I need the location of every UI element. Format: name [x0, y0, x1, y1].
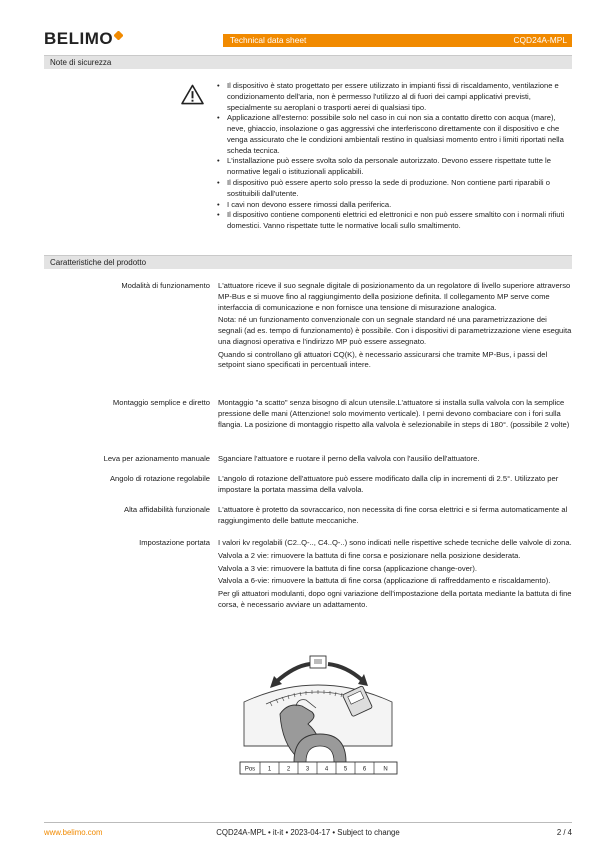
belimo-logo	[44, 30, 123, 47]
spec-paragraph: Valvola a 6-vie: rimuovere la battuta di fine corsa (applicazione di raffreddamento e riscaldamento).	[218, 576, 551, 586]
spec-value	[218, 538, 572, 613]
spec-paragraph: L'angolo di rotazione dell'attuatore può essere modificato dalla clip in incrementi di 2.5°. Utilizzato per impostare la portata massima della valvola.	[218, 474, 559, 494]
spec-paragraph: Valvola a 3 vie: rimuovere la battuta di fine corsa (applicazione change-over).	[218, 563, 478, 573]
spec-paragraph: Per gli attuatori modulanti, dopo ogni variazione dell'impostazione della portata mediante la battuta di fine corsa, è necessario avviare un adattamento.	[218, 589, 572, 609]
footer-divider	[44, 822, 572, 823]
scale-label: 1	[267, 766, 272, 773]
safety-note: • I cavi non devono essere rimossi dalla periferica.	[216, 200, 568, 211]
spec-paragraph: L'attuatore è protetto da sovraccarico, non necessita di fine corsa elettrici e si ferma automaticamente al raggiungimento delle battute meccaniche.	[218, 505, 568, 525]
scale-label: 3	[305, 766, 310, 773]
spec-label: Montaggio semplice e diretto	[112, 398, 210, 407]
spec-label: Impostazione portata	[139, 538, 210, 547]
safety-note: • Il dispositivo può essere aperto solo presso la sede di produzione. Non contiene parti riparabili o sostituibili dall'utente.	[216, 178, 568, 200]
doc-title: Technical data sheet	[230, 34, 307, 45]
spec-label: Modalità di funzionamento	[121, 281, 210, 290]
spec-value	[218, 505, 572, 529]
spec-paragraph: Sganciare l'attuatore e ruotare il perno della valvola con l'ausilio dell'attuatore.	[218, 454, 480, 463]
page-number: 2 / 4	[556, 828, 572, 837]
spec-label: Alta affidabilità funzionale	[124, 505, 210, 514]
footer-doc-info: CQD24A-MPL • it-it • 2023-04-17 • Subject to change	[216, 828, 400, 837]
spec-paragraph: Quando si controllano gli attuatori CQ(K), è necessario assicurarsi che tramite MP-Bus, i passi del setpoint siano specificati in percentuali intere.	[218, 349, 548, 370]
warning-icon	[181, 84, 204, 105]
spec-paragraph: Montaggio "a scatto" senza bisogno di alcun utensile.L'attuatore si installa sulla valvola con la semplice pressione delle mani (Attenzione! solo movimento verticale). I perni devono combaciare con i fori sulla flangia. La posizione di montaggio rispetto alla valvola è selezionabile in steps di 180°. (possibile 2 volte)	[218, 398, 570, 429]
scale-label: 4	[324, 766, 329, 773]
spec-paragraph: I valori kv regolabili (C2..Q-.., C4..Q-..) sono indicati nelle rispettive schede tecniche delle valvole di zona.	[218, 538, 572, 547]
spec-value	[218, 474, 572, 498]
safety-notes-list	[216, 81, 568, 232]
spec-paragraph: L'attuatore riceve il suo segnale digitale di posizionamento da un regolatore di livello superiore attraverso MP-Bus e si muove fino al raggiungimento della posizione definita. Il collegamento MP serve come interfaccia di comunicazione e non fornisce una tensione di misurazione analogica.	[218, 281, 571, 312]
spec-value	[218, 281, 572, 373]
header-bar	[223, 34, 572, 47]
scale-label: 5	[343, 766, 348, 773]
section-heading-safety: Note di sicurezza	[44, 55, 572, 69]
safety-note: • Applicazione all'esterno: possibile solo nel caso in cui non sia a contatto diretto con acqua (mare), neve, ghiaccio, insolazione o gas aggressivi che interferiscono direttamente con il dispositivo e che venga assicurato che le condizioni ambientali restino in qualsiasi momento entro i limiti riportati nella scheda tecnica.	[216, 113, 568, 156]
scale-label: N	[383, 766, 388, 773]
spec-label: Angolo di rotazione regolabile	[109, 474, 210, 483]
spec-paragraph: Valvola a 2 vie: rimuovere la battuta di fine corsa e posizionare nella posizione desiderata.	[218, 550, 521, 560]
brand-name: BELIMO	[44, 29, 114, 48]
safety-note: • Il dispositivo contiene componenti elettrici ed elettronici e non può essere smaltito con i normali rifiuti domestici. Vanno rispettate tutte le normative locali sullo smaltimento.	[216, 210, 568, 232]
spec-value	[218, 398, 572, 432]
spec-label: Leva per azionamento manuale	[103, 454, 210, 463]
spec-paragraph: Nota: né un funzionamento convenzionale con un segnale standard né una parametrizzazione dei segnali (ad es. tempo di funzionamento) è possibile. Con i dispositivi di parametrizzazione viene eseguita una diagnosi operativa e l'indirizzo MP può essere assegnato.	[218, 315, 572, 346]
footer-url-link[interactable]: www.belimo.com	[44, 828, 103, 837]
scale-label: 2	[286, 766, 291, 773]
scale-label: Pos	[244, 766, 256, 773]
product-code: CQD24A-MPL	[513, 34, 567, 45]
safety-note: • Il dispositivo è stato progettato per essere utilizzato in impianti fissi di riscaldamento, ventilazione e condizionamento dell'aria, non è permesso l'utilizzo al di fuori dei campi applicativi previsti, specialmente su aeroplani o trasporti aerei di qualsiasi tipo.	[216, 81, 568, 113]
spec-value	[218, 454, 572, 467]
scale-label: 6	[362, 766, 367, 773]
safety-note: • L'installazione può essere svolta solo da personale autorizzato. Devono essere rispettate tutte le normative legali o istituzionali applicabili.	[216, 156, 568, 178]
section-heading-product: Caratteristiche del prodotto	[44, 255, 572, 269]
brand-mark-icon	[114, 31, 123, 40]
end-stop-diagram	[236, 654, 401, 782]
